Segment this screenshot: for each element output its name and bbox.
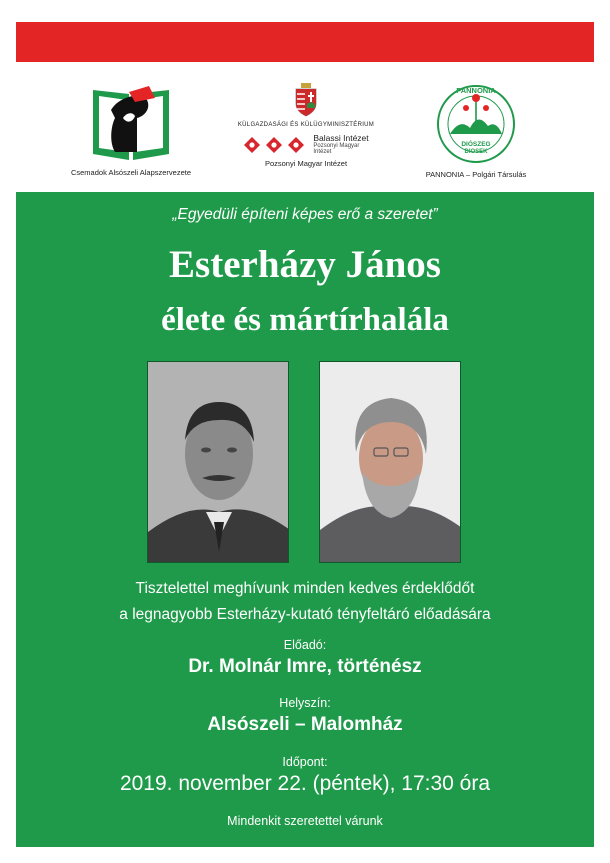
gov-logo-block bbox=[226, 82, 386, 168]
header-red-band bbox=[16, 22, 594, 62]
csemadok-logo-icon bbox=[89, 82, 173, 164]
balassi-name: Balassi Intézet bbox=[313, 133, 369, 143]
ministry-name: KÜLGAZDASÁGI ÉS KÜLÜGYMINISZTÉRIUM bbox=[237, 122, 375, 128]
main-subtitle: élete és mártírhalála bbox=[161, 302, 449, 338]
pannonia-caption: PANNONIA – Polgári Társulás bbox=[425, 170, 527, 179]
speaker-name: Dr. Molnár Imre, történész bbox=[188, 656, 422, 677]
pannonia-seal-text-1: DIÓSZEG bbox=[461, 141, 491, 148]
pannonia-logo-block bbox=[401, 82, 551, 179]
invitation-line-1: Tisztelettel meghívunk minden kedves érdeklődőt bbox=[135, 580, 475, 597]
pannonia-seal-text-2: DIOSEK bbox=[464, 149, 488, 155]
csemadok-caption: Csemadok Alsószeli Alapszervezete bbox=[70, 168, 192, 177]
invitation-line-2: a legnagyobb Esterházy-kutató tényfeltáró előadására bbox=[119, 606, 491, 623]
balassi-sub-line1: Pozsonyi Magyar bbox=[313, 142, 360, 149]
hungarian-coat-of-arms-icon bbox=[293, 82, 319, 118]
main-title: Esterházy János bbox=[169, 243, 441, 286]
venue-name: Alsószeli – Malomház bbox=[207, 714, 403, 735]
speaker-portrait-image bbox=[320, 362, 461, 563]
balassi-sub-line2: Intézet bbox=[313, 148, 332, 155]
historical-portrait-photo bbox=[147, 361, 289, 563]
balassi-row bbox=[243, 134, 368, 155]
time-label: Időpont: bbox=[282, 755, 328, 769]
historical-portrait-image bbox=[148, 362, 289, 563]
motto-quote: „Egyedüli építeni képes erő a szeretet” bbox=[172, 206, 438, 223]
logo-strip bbox=[16, 62, 594, 192]
pannonia-seal-title: PANNONIA bbox=[456, 86, 496, 95]
closing-line: Mindenkit szeretettel várunk bbox=[227, 814, 383, 828]
main-green-panel bbox=[16, 192, 594, 847]
speaker-label: Előadó: bbox=[283, 638, 327, 652]
event-time: 2019. november 22. (péntek), 17:30 óra bbox=[119, 772, 491, 795]
pannonia-seal-icon bbox=[434, 82, 518, 166]
venue-label: Helyszín: bbox=[279, 696, 331, 710]
balassi-ornament-icon bbox=[243, 136, 309, 154]
speaker-portrait-photo bbox=[319, 361, 461, 563]
gov-caption: Pozsonyi Magyar Intézet bbox=[264, 159, 348, 169]
csemadok-logo-block bbox=[56, 82, 206, 177]
